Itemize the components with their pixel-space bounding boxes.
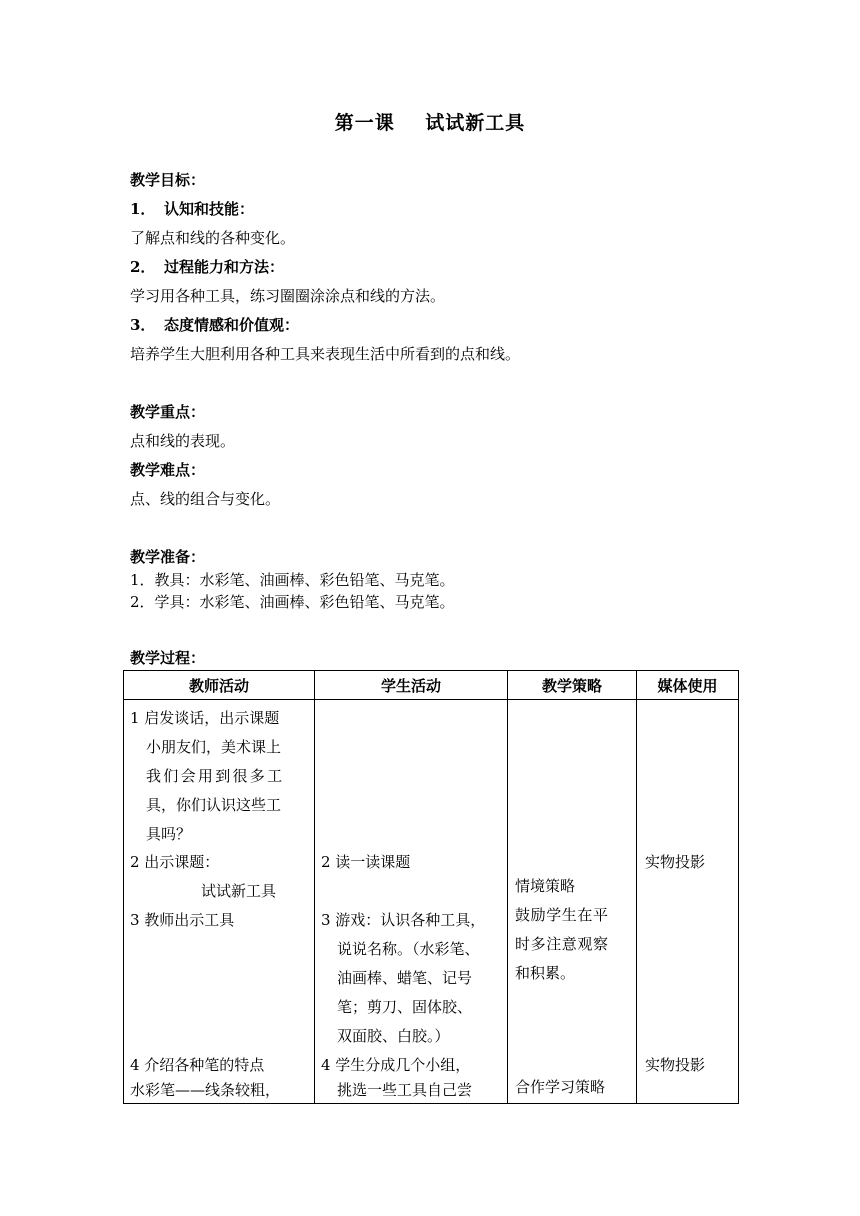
media-line: 实物投影	[645, 853, 706, 871]
teacher-line: 小朋友们，美术课上	[146, 738, 282, 756]
strategy-cell	[508, 700, 637, 1104]
key-point-text: 点和线的表现。	[130, 432, 236, 450]
lesson-title	[0, 108, 860, 135]
objective-3-title: 3． 态度情感和价值观：	[130, 316, 300, 334]
teacher-line: 3 教师出示工具	[130, 911, 235, 929]
teacher-line: 我们会用到很多工	[146, 767, 285, 785]
student-line: 挑选一些工具自己尝	[337, 1081, 473, 1099]
lesson-number: 第一课	[334, 112, 395, 134]
student-line: 双面胶、白胶。）	[337, 1027, 450, 1045]
column-header-teacher: 教师活动	[124, 671, 315, 700]
media-line: 实物投影	[645, 1056, 706, 1074]
objective-1-text: 了解点和线的各种变化。	[130, 229, 296, 247]
teacher-activity-cell	[124, 700, 315, 1104]
strategy-line: 鼓励学生在平	[515, 906, 609, 924]
media-cell	[637, 700, 739, 1104]
teacher-line: 具吗？	[146, 825, 192, 843]
key-point-heading: 教学重点：	[130, 403, 206, 421]
strategy-line: 和积累。	[515, 964, 576, 982]
student-activity-cell	[315, 700, 508, 1104]
strategy-line: 时多注意观察	[515, 935, 609, 953]
preparation-line-2: 2．学具：水彩笔、油画棒、彩色铅笔、马克笔。	[130, 593, 455, 611]
teacher-line: 2 出示课题：	[130, 853, 220, 871]
difficulty-text: 点、线的组合与变化。	[130, 490, 281, 508]
column-header-student: 学生活动	[315, 671, 508, 700]
student-line: 说说名称。（水彩笔、	[337, 940, 480, 958]
process-table	[123, 670, 739, 1104]
student-line: 笔；剪刀、固体胶、	[337, 998, 473, 1016]
difficulty-heading: 教学难点：	[130, 461, 206, 479]
strategy-line: 情境策略	[515, 877, 576, 895]
objectives-heading: 教学目标：	[130, 171, 206, 189]
student-line: 3 游戏：认识各种工具，	[321, 911, 486, 929]
objective-2-text: 学习用各种工具，练习圈圈涂涂点和线的方法。	[130, 287, 446, 305]
column-header-media: 媒体使用	[637, 671, 739, 700]
teacher-line: 具，你们认识这些工	[146, 796, 282, 814]
strategy-line: 合作学习策略	[515, 1078, 606, 1096]
student-line: 油画棒、蜡笔、记号	[337, 969, 473, 987]
teacher-line: 试试新工具	[201, 882, 277, 900]
process-table-header	[124, 671, 739, 700]
preparation-line-1: 1．教具：水彩笔、油画棒、彩色铅笔、马克笔。	[130, 571, 455, 589]
process-table-row	[124, 700, 739, 1104]
column-header-strategy: 教学策略	[508, 671, 637, 700]
teacher-line: 1 启发谈话，出示课题	[130, 709, 280, 727]
student-line: 4 学生分成几个小组，	[321, 1056, 471, 1074]
process-heading: 教学过程：	[130, 649, 206, 667]
student-line: 2 读一读课题	[321, 853, 411, 871]
teacher-line: 4 介绍各种笔的特点	[130, 1056, 265, 1074]
objective-2-title: 2． 过程能力和方法：	[130, 258, 285, 276]
teacher-line: 水彩笔——线条较粗，	[130, 1081, 281, 1099]
preparation-heading: 教学准备：	[130, 548, 206, 566]
objective-1-title: 1． 认知和技能：	[130, 200, 255, 218]
lesson-name: 试试新工具	[425, 112, 526, 134]
objective-3-text: 培养学生大胆利用各种工具来表现生活中所看到的点和线。	[130, 345, 521, 363]
